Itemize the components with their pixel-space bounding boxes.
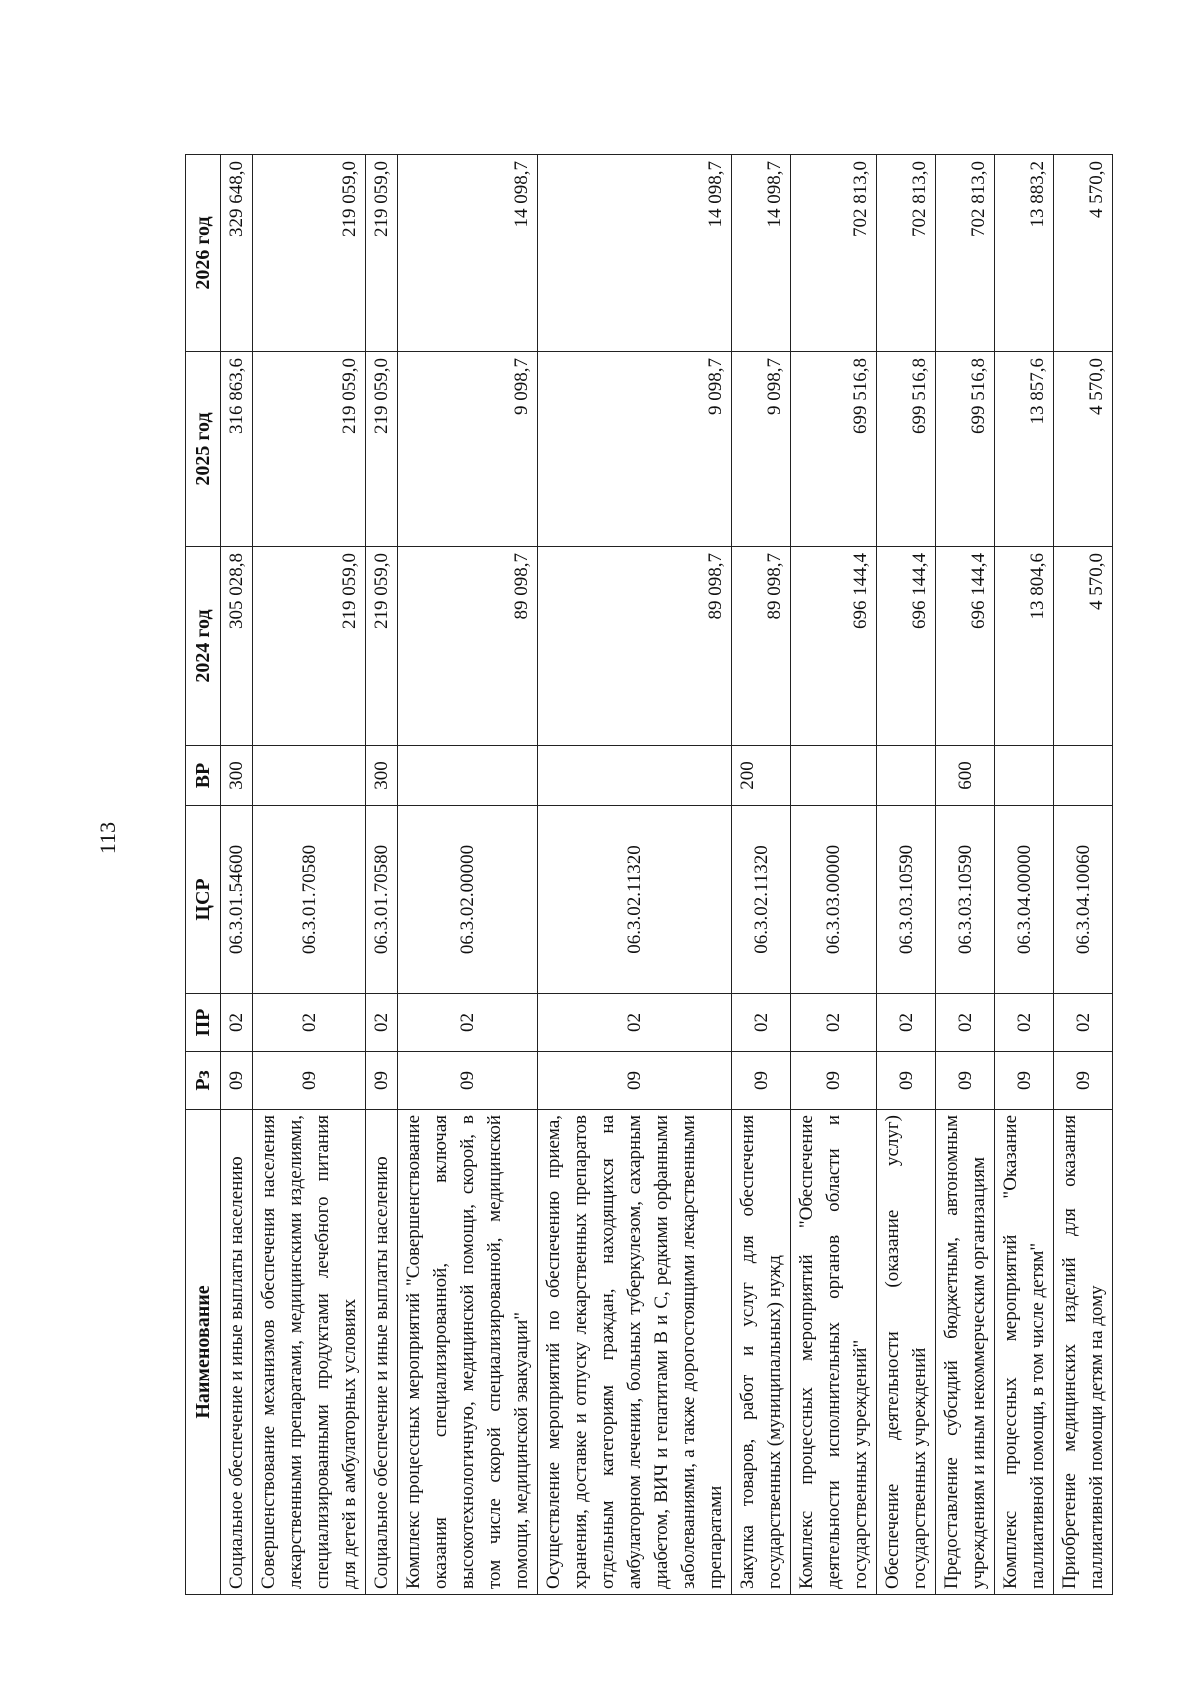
cell-2024: 696 144,4 <box>936 547 995 746</box>
rotated-table-wrapper <box>185 155 1107 1595</box>
cell-pr: 02 <box>253 994 366 1052</box>
cell-2026: 702 813,0 <box>936 155 995 352</box>
table-row <box>995 155 1054 1595</box>
cell-vr: 200 <box>732 746 791 806</box>
cell-vr <box>398 746 538 806</box>
cell-2025: 219 059,0 <box>366 352 398 547</box>
cell-2026: 219 059,0 <box>366 155 398 352</box>
cell-2025: 9 098,7 <box>398 352 538 547</box>
table-header-row <box>186 155 221 1595</box>
cell-csr: 06.3.03.10590 <box>877 806 936 994</box>
cell-2025: 219 059,0 <box>253 352 366 547</box>
cell-2024: 219 059,0 <box>366 547 398 746</box>
cell-name: Социальное обеспечение и иные выплаты населению <box>221 1110 253 1595</box>
cell-name: Совершенствование механизмов обеспечения населения лекарственными препаратами, медицинскими изделиями, специализированными продуктами лечебного питания для детей в амбулаторных условиях <box>253 1110 366 1595</box>
cell-2025: 699 516,8 <box>877 352 936 547</box>
table-row <box>936 155 995 1595</box>
cell-rz: 09 <box>221 1052 253 1110</box>
cell-csr: 06.3.01.70580 <box>366 806 398 994</box>
table-row <box>538 155 732 1595</box>
budget-table <box>185 154 1113 1595</box>
cell-csr: 06.3.02.11320 <box>732 806 791 994</box>
cell-vr <box>538 746 732 806</box>
cell-pr: 02 <box>221 994 253 1052</box>
cell-2024: 696 144,4 <box>791 547 877 746</box>
cell-csr: 06.3.04.00000 <box>995 806 1054 994</box>
table-row <box>732 155 791 1595</box>
header-rz: Рз <box>186 1052 221 1110</box>
table-row <box>1054 155 1113 1595</box>
cell-pr: 02 <box>936 994 995 1052</box>
header-vr: ВР <box>186 746 221 806</box>
cell-pr: 02 <box>791 994 877 1052</box>
cell-vr: 600 <box>936 746 995 806</box>
cell-pr: 02 <box>877 994 936 1052</box>
cell-2025: 9 098,7 <box>732 352 791 547</box>
table-row <box>253 155 366 1595</box>
cell-vr <box>791 746 877 806</box>
cell-csr: 06.3.02.00000 <box>398 806 538 994</box>
cell-2025: 699 516,8 <box>936 352 995 547</box>
cell-2026: 329 648,0 <box>221 155 253 352</box>
cell-rz: 09 <box>732 1052 791 1110</box>
cell-name: Закупка товаров, работ и услуг для обеспечения государственных (муниципальных) нужд <box>732 1110 791 1595</box>
cell-2024: 305 028,8 <box>221 547 253 746</box>
cell-2025: 9 098,7 <box>538 352 732 547</box>
cell-2024: 696 144,4 <box>877 547 936 746</box>
cell-pr: 02 <box>995 994 1054 1052</box>
cell-vr <box>877 746 936 806</box>
cell-csr: 06.3.01.70580 <box>253 806 366 994</box>
cell-2026: 14 098,7 <box>538 155 732 352</box>
cell-pr: 02 <box>538 994 732 1052</box>
cell-2026: 219 059,0 <box>253 155 366 352</box>
header-2024: 2024 год <box>186 547 221 746</box>
cell-name: Комплекс процессных мероприятий "Оказание паллиативной помощи, в том числе детям" <box>995 1110 1054 1595</box>
cell-2025: 4 570,0 <box>1054 352 1113 547</box>
cell-vr: 300 <box>221 746 253 806</box>
cell-pr: 02 <box>398 994 538 1052</box>
cell-2025: 13 857,6 <box>995 352 1054 547</box>
cell-name: Комплекс процессных мероприятий "Обеспечение деятельности исполнительных органов области и государственных учреждений" <box>791 1110 877 1595</box>
cell-name: Обеспечение деятельности (оказание услуг) государственных учреждений <box>877 1110 936 1595</box>
cell-csr: 06.3.01.54600 <box>221 806 253 994</box>
cell-rz: 09 <box>877 1052 936 1110</box>
cell-csr: 06.3.03.00000 <box>791 806 877 994</box>
cell-csr: 06.3.04.10060 <box>1054 806 1113 994</box>
cell-rz: 09 <box>398 1052 538 1110</box>
cell-2024: 89 098,7 <box>398 547 538 746</box>
cell-vr <box>1054 746 1113 806</box>
header-name: Наименование <box>186 1110 221 1595</box>
cell-rz: 09 <box>995 1052 1054 1110</box>
cell-pr: 02 <box>366 994 398 1052</box>
cell-csr: 06.3.03.10590 <box>936 806 995 994</box>
cell-2024: 89 098,7 <box>732 547 791 746</box>
table-row <box>221 155 253 1595</box>
table-row <box>877 155 936 1595</box>
cell-rz: 09 <box>366 1052 398 1110</box>
cell-name: Социальное обеспечение и иные выплаты населению <box>366 1110 398 1595</box>
cell-pr: 02 <box>732 994 791 1052</box>
cell-2024: 13 804,6 <box>995 547 1054 746</box>
page-number: 113 <box>95 821 121 855</box>
cell-pr: 02 <box>1054 994 1113 1052</box>
header-2025: 2025 год <box>186 352 221 547</box>
header-pr: ПР <box>186 994 221 1052</box>
cell-name: Комплекс процессных мероприятий "Совершенствование оказания специализированной, включая высокотехнологичную, медицинской помощи, скорой, в том числе скорой специализированной, медицинской помощи, медицинской эвакуации" <box>398 1110 538 1595</box>
cell-name: Предоставление субсидий бюджетным, автономным учреждениям и иным некоммерческим организациям <box>936 1110 995 1595</box>
cell-rz: 09 <box>253 1052 366 1110</box>
cell-2024: 89 098,7 <box>538 547 732 746</box>
cell-2025: 699 516,8 <box>791 352 877 547</box>
header-csr: ЦСР <box>186 806 221 994</box>
table-row <box>366 155 398 1595</box>
cell-name: Осуществление мероприятий по обеспечению приема, хранения, доставке и отпуску лекарственных препаратов отдельным категориям граждан, находящихся на амбулаторном лечении, больных туберкулезом, сахарным диабетом, ВИЧ и гепатитами В и С, редкими орфанными заболеваниями, а также дорогостоящими лекарственными препаратами <box>538 1110 732 1595</box>
cell-2026: 4 570,0 <box>1054 155 1113 352</box>
cell-2024: 4 570,0 <box>1054 547 1113 746</box>
cell-2026: 14 098,7 <box>398 155 538 352</box>
cell-vr <box>995 746 1054 806</box>
cell-2026: 702 813,0 <box>791 155 877 352</box>
cell-vr <box>253 746 366 806</box>
cell-vr: 300 <box>366 746 398 806</box>
cell-csr: 06.3.02.11320 <box>538 806 732 994</box>
cell-2026: 13 883,2 <box>995 155 1054 352</box>
cell-name: Приобретение медицинских изделий для оказания паллиативной помощи детям на дому <box>1054 1110 1113 1595</box>
cell-rz: 09 <box>936 1052 995 1110</box>
cell-2024: 219 059,0 <box>253 547 366 746</box>
cell-2026: 14 098,7 <box>732 155 791 352</box>
cell-2026: 702 813,0 <box>877 155 936 352</box>
cell-rz: 09 <box>791 1052 877 1110</box>
cell-rz: 09 <box>1054 1052 1113 1110</box>
header-2026: 2026 год <box>186 155 221 352</box>
table-row <box>791 155 877 1595</box>
cell-2025: 316 863,6 <box>221 352 253 547</box>
table-row <box>398 155 538 1595</box>
cell-rz: 09 <box>538 1052 732 1110</box>
